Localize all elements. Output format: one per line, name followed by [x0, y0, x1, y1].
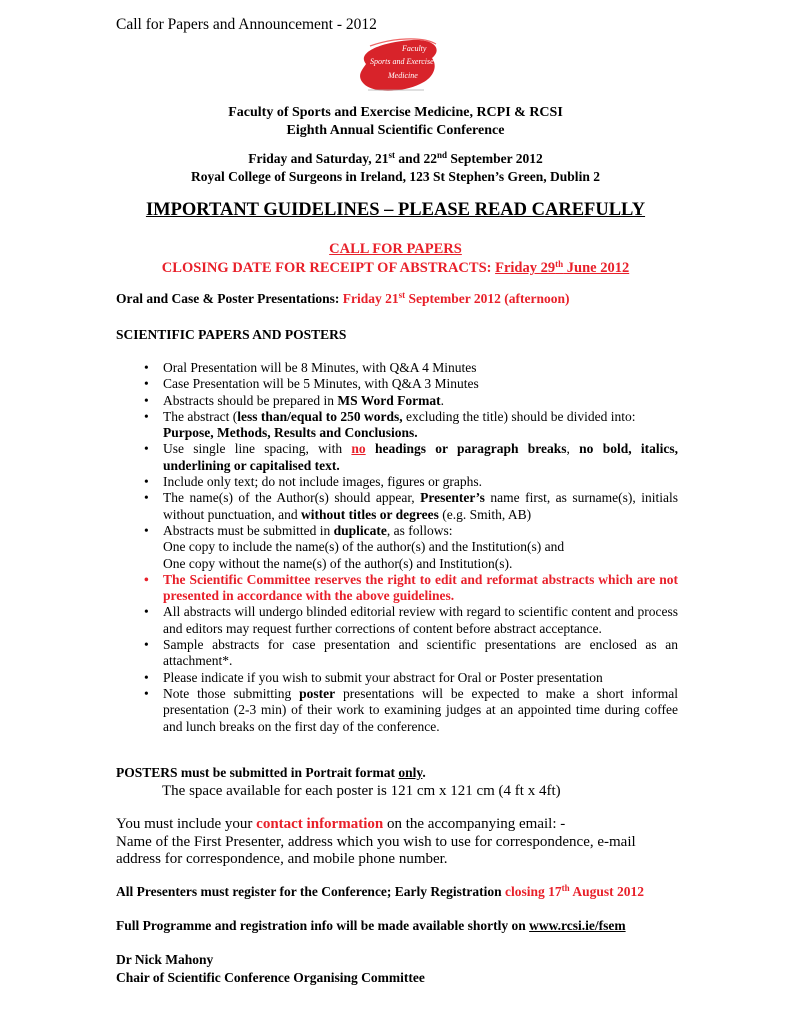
oral-presentations-line: Oral and Case & Poster Presentations: Friday 21st September 2012 (afternoon)	[116, 290, 570, 306]
date-venue-block	[0, 150, 791, 186]
contact-block	[116, 816, 678, 869]
conference-dates: Friday and Saturday, 21st and 22nd September 2012	[248, 150, 543, 166]
list-item: • Note those submitting poster presentations will be expected to make a short informal presentation (2-3 min) of their work to examining judges at an appointed time during coffee and lunch breaks on the first day of the conference.	[144, 685, 679, 734]
guidelines-heading: IMPORTANT GUIDELINES – PLEASE READ CAREFULLY	[145, 200, 646, 220]
list-item: • The abstract (less than/equal to 250 words, excluding the title) should be divided into: Purpose, Methods, Results and Conclusions.	[144, 408, 636, 441]
running-header: Call for Papers and Announcement - 2012	[116, 16, 377, 33]
registration-closing: closing 17th August 2012	[505, 883, 644, 899]
closing-date: Friday 29th June 2012	[495, 259, 630, 276]
title-line-2: Eighth Annual Scientific Conference	[286, 123, 505, 138]
programme-line: Full Programme and registration info will be made available shortly on www.rcsi.ie/fsem	[116, 918, 626, 933]
contact-line: You must include your contact information on the accompanying email: -	[116, 816, 566, 832]
signature-block	[116, 951, 676, 987]
logo-text-3: Medicine	[388, 71, 418, 80]
list-item: • The name(s) of the Author(s) should appear, Presenter’s name first, as surname(s), initials without punctuation, and without titles or degrees (e.g. Smith, AB)	[144, 490, 678, 522]
list-item: • Oral Presentation will be 8 Minutes, with Q&A 4 Minutes	[144, 360, 477, 375]
signatory-name: Dr Nick Mahony	[116, 952, 214, 967]
list-item: • Use single line spacing, with no headings or paragraph breaks, no bold, italics, underlining or capitalised text.	[144, 441, 678, 473]
signatory-role: Chair of Scientific Conference Organising Committee	[116, 970, 425, 985]
list-item: • Sample abstracts for case presentation and scientific presentations are enclosed as an attachment*.	[144, 637, 678, 669]
poster-space: The space available for each poster is 121 cm x 121 cm (4 ft x 4ft)	[162, 783, 561, 800]
conference-venue: Royal College of Surgeons in Ireland, 123 St Stephen’s Green, Dublin 2	[191, 169, 600, 184]
title-block	[0, 104, 791, 140]
list-item: • All abstracts will undergo blinded editorial review with regard to scientific content and process and editors may request further corrections of content before abstract acceptance.	[144, 604, 678, 636]
call-for-papers-block	[0, 240, 791, 278]
logo-text-2: Sports and Exercise	[370, 57, 434, 66]
section-heading: SCIENTIFIC PAPERS AND POSTERS	[116, 327, 347, 342]
contact-detail: Name of the First Presenter, address which you wish to use for correspondence, e-mail address for correspondence, and mobile phone number.	[116, 833, 636, 867]
guidelines-list	[116, 360, 678, 735]
programme-link[interactable]: www.rcsi.ie/fsem	[529, 918, 626, 933]
list-item: • Case Presentation will be 5 Minutes, with Q&A 3 Minutes	[144, 376, 479, 392]
list-item: • The Scientific Committee reserves the right to edit and reformat abstracts which are not presented in accordance with the above guidelines.	[144, 571, 678, 604]
title-line-1: Faculty of Sports and Exercise Medicine, RCPI & RCSI	[228, 105, 563, 120]
logo-text-1: Faculty	[402, 44, 427, 53]
posters-block	[116, 765, 676, 800]
oral-date: Friday 21st September 2012 (afternoon)	[342, 290, 570, 306]
list-item: • Include only text; do not include images, figures or graphs.	[144, 474, 483, 490]
call-for-papers-heading: CALL FOR PAPERS	[329, 241, 462, 257]
list-item: • Abstracts must be submitted in duplicate, as follows: One copy to include the name(s) of the author(s) and the Institution(s) and One copy without the name(s) of the author(s) and Institution(s).	[144, 522, 565, 571]
closing-date-line: CLOSING DATE FOR RECEIPT OF ABSTRACTS: Friday 29th June 2012	[161, 259, 630, 276]
faculty-logo	[352, 36, 444, 100]
list-item: • Abstracts should be prepared in MS Word Format.	[144, 392, 444, 408]
registration-line: All Presenters must register for the Conference; Early Registration closing 17th August 2012	[116, 883, 644, 899]
list-item: • Please indicate if you wish to submit your abstract for Oral or Poster presentation	[144, 669, 603, 685]
posters-format-line: POSTERS must be submitted in Portrait format only.	[116, 765, 426, 780]
